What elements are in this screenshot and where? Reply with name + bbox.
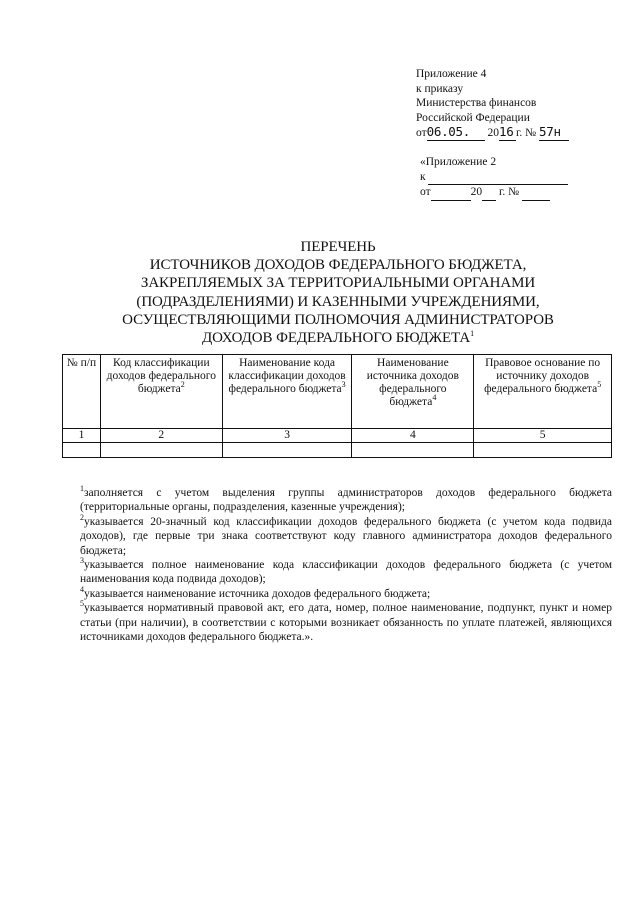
- footnotes: [80, 486, 612, 644]
- footnote: $^2$указывается 20-значный код классификации доходов федерального бюджета (с учетом кода подвида доходов), где первые три знака соответствуют коду главного администратора доходов федерального бюджета;: [80, 512, 612, 557]
- title-line-4: (ПОДРАЗДЕЛЕНИЯМИ) И КАЗЕННЫМИ УЧРЕЖДЕНИЯМИ,: [136, 293, 540, 310]
- appendix-year-blank: [482, 185, 496, 201]
- column-number: 2: [100, 429, 222, 443]
- appendix-to-blank: [428, 170, 568, 186]
- title-footnote-ref: 1: [470, 329, 474, 339]
- order-date: 06.05.: [427, 125, 485, 141]
- table-header-row: [63, 355, 612, 429]
- order-date-number: [416, 125, 569, 141]
- page-title: [64, 238, 612, 347]
- appendix-line-1: «Приложение 2: [420, 156, 497, 168]
- appendix-date-blank: [431, 185, 471, 201]
- title-line-2: ИСТОЧНИКОВ ДОХОДОВ ФЕДЕРАЛЬНОГО БЮДЖЕТА,: [149, 257, 527, 274]
- table-cell: [63, 443, 101, 458]
- header-cell: Наименование кода классификации доходов федерального бюджета$^3$: [222, 355, 352, 429]
- title-line-1: ПЕРЕЧЕНЬ: [300, 239, 376, 255]
- appendix-year-prefix: 20: [470, 186, 483, 199]
- footnote: $^4$указывается наименование источника доходов федерального бюджета;: [80, 585, 431, 600]
- table-cell: [222, 443, 352, 458]
- title-line-3: ЗАКРЕПЛЯЕМЫХ ЗА ТЕРРИТОРИАЛЬНЫМИ ОРГАНАМИ: [140, 275, 536, 292]
- title-line-5: ОСУЩЕСТВЛЯЮЩИМИ ПОЛНОМОЧИЯ АДМИНИСТРАТОРОВ: [122, 311, 554, 328]
- order-year: 16: [499, 125, 516, 141]
- header-cell: Правовое основание по источнику доходов федерального бюджета$^5$: [474, 355, 612, 429]
- column-number: 4: [352, 429, 474, 443]
- table-cell: [352, 443, 474, 458]
- order-number-prefix: г. №: [516, 127, 537, 140]
- footnote: $^5$указывается нормативный правовой акт, его дата, номер, полное наименование, подпункт, пункт и номер статьи (при наличии), в соответствии с которыми возникает обязанность по уплате платежей, являющихся источниками доходов федерального бюджета.».: [80, 599, 612, 644]
- title-line-6: ДОХОДОВ ФЕДЕРАЛЬНОГО БЮДЖЕТА$^1$: [202, 329, 474, 347]
- table-cell: [100, 443, 222, 458]
- footnote: $^3$указывается полное наименование кода классификации доходов федерального бюджета (с учетом наименования кода подвида доходов);: [80, 556, 612, 586]
- order-year-prefix: 20: [487, 127, 499, 140]
- header-cell: Код классификации доходов федерального бюджета$^2$: [100, 355, 222, 429]
- column-number: 3: [222, 429, 352, 443]
- header-line-3: Министерства финансов: [416, 97, 537, 110]
- appendix-number-blank: [522, 185, 550, 201]
- header-line-4: Российской Федерации: [416, 111, 530, 124]
- order-number: 57н: [539, 125, 569, 141]
- appendix-line-3: [420, 185, 568, 201]
- table-cell: [474, 443, 612, 458]
- header-cell: № п/п: [63, 355, 101, 429]
- column-number: 1: [63, 429, 101, 443]
- appendix-number-prefix: г. №: [499, 186, 520, 199]
- column-number: 5: [474, 429, 612, 443]
- appendix-block: [420, 155, 568, 201]
- header-line-1: Приложение 4: [416, 68, 487, 80]
- appendix-to-prefix: к: [420, 170, 426, 183]
- header-cell: Наименование источника доходов федерального бюджета$^4$: [352, 355, 474, 429]
- appendix-line-2: [420, 170, 568, 186]
- header-line-2: к приказу: [416, 82, 464, 95]
- order-prefix: от: [416, 127, 427, 140]
- footnote: $^1$заполняется с учетом выделения группы администраторов доходов федерального бюджета (территориальные органы, подразделения, казенные учреждения);: [80, 484, 612, 514]
- order-header: [416, 67, 569, 141]
- column-number-row: [63, 429, 612, 443]
- revenue-sources-table: [62, 354, 612, 458]
- empty-row: [63, 443, 612, 458]
- appendix-from-prefix: от: [420, 186, 431, 199]
